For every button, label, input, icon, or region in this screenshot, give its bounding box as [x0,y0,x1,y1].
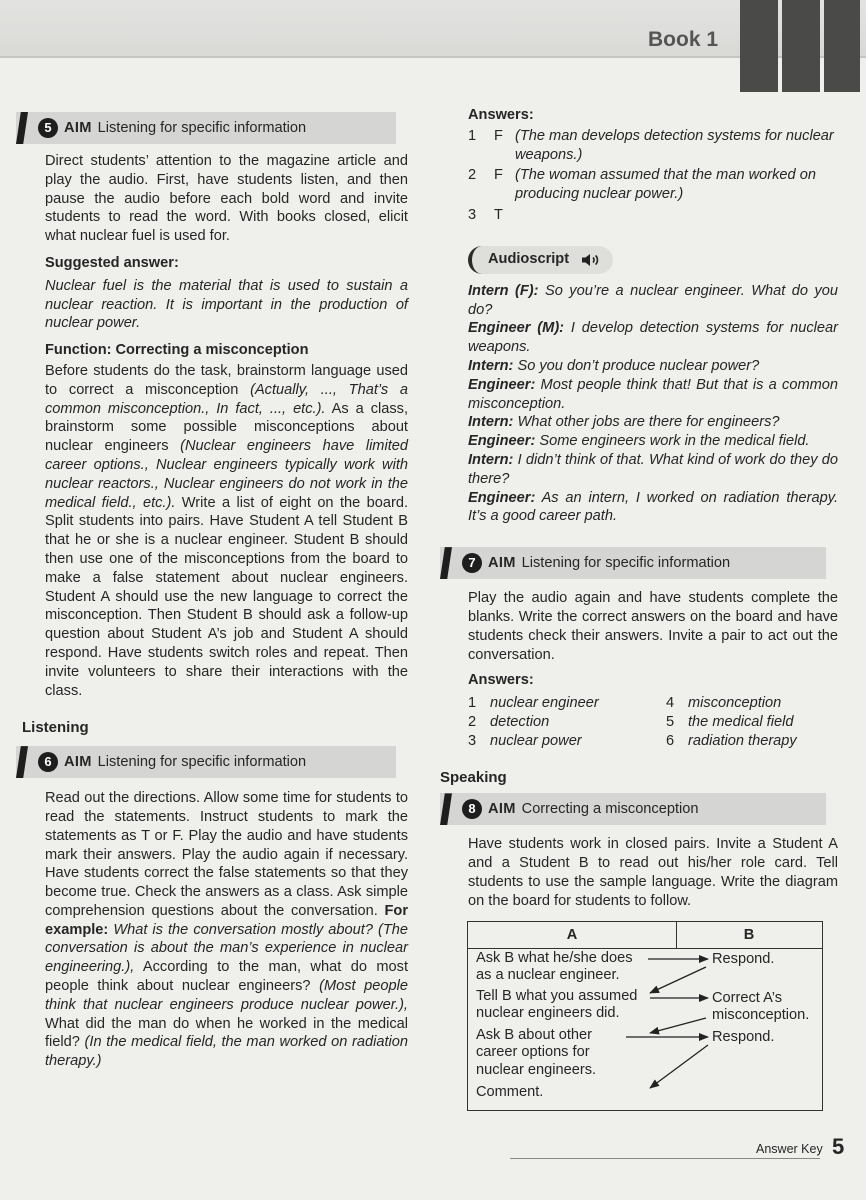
utterance: What other jobs are there for engineers? [513,414,780,431]
sec6-text-2: According to the man, what do most people think about nuclear engineers? [45,959,408,995]
answer-item [468,694,666,713]
left-column [22,112,408,1071]
diagram-a1: Ask B what he/she does as a nuclear engineer. [476,949,633,983]
answers6-label: Answers: [468,107,534,123]
sec5-body: Direct students’ attention to the magazine article and play the audio. First, have students listen, and then pause the audio before each bold word and invite students to read the word. With books closed, elicit what nuclear fuel is used for. [45,153,408,245]
diagram-a4: Comment. [476,1083,544,1100]
answer-item [468,127,838,165]
audioscript-header [440,246,838,274]
aim-label: AIM [488,554,516,571]
arrow-b2-a3 [650,1018,706,1033]
diagram-a3: Ask B about other career options for nuclear engineers. [476,1026,597,1078]
arrow-b1-a2 [650,967,706,993]
sec8-body: Have students work in closed pairs. Invite a Student A and a Student B to read out his/her role card. Tell students to use the sample language. Write the diagram on the board for students to follow. [468,836,838,909]
utterance: I didn’t think of that. What kind of work do they do there? [468,451,838,487]
answer-number: 3 [468,732,477,749]
answer-text: nuclear engineer [490,695,599,712]
answer-item [666,732,856,751]
answers6-list [440,127,838,225]
aim-notch [16,112,28,144]
sec6-body [22,789,408,1071]
speaker: Engineer (M): [468,320,565,337]
aim-notch [440,793,452,825]
audioscript-label: Audioscript [488,251,570,268]
answers7-label: Answers: [468,672,534,689]
speaking-heading: Speaking [440,768,507,786]
answer-number: 2 [468,713,477,730]
audioscript-body [440,282,838,526]
aim-title: Listening for specific information [521,554,731,571]
answer-text: (The man develops detection systems for nuclear weapons.) [515,127,834,163]
answer-text: detection [490,713,550,730]
speaker: Engineer: [468,376,536,393]
speaker: Intern: [468,451,514,468]
script-line [468,413,838,432]
speaker: Intern: [468,357,514,374]
aim-title: Correcting a misconception [521,800,699,817]
utterance: Most people think that! But that is a common misconception. [468,376,838,412]
function-text-2: As a class, brainstorm some possible misconceptions about nuclear engineers [45,400,409,455]
sec6-answer-3: (In the medical field, the man worked on radiation therapy.) [45,1034,408,1070]
answer-number: 1 [468,127,477,144]
section-number: 7 [462,553,482,573]
answers7-grid [440,694,838,750]
answer-item [468,166,838,204]
speaker-icon[interactable] [581,253,601,267]
diagram-a2: Tell B what you assumed nuclear engineers did. [476,987,638,1021]
footer-rule [510,1158,820,1159]
answer-text: misconception [688,695,782,712]
function-text-3: Write a list of eight on the board. Split students into pairs. Have Student A tell Student B that he or she is a nuclear engineer. Student B should then use one of the misconceptions from the board to make a false statement about nuclear engineers. Student A should use the new language to correct the misconception. Then Student B should ask a follow-up question about Student A’s job and Student A should respond. Have students switch roles and repeat. Then invite volunteers to share their interactions with the class. [45,494,409,699]
speaker: Intern: [468,414,514,431]
right-column [440,106,838,1111]
utterance: So you don’t produce nuclear power? [513,357,760,374]
diagram-arrows [468,922,824,1112]
answer-text: (The woman assumed that the man worked on producing nuclear power.) [515,167,816,203]
section-number: 6 [38,752,58,772]
sec6-text-3: What did the man do when he worked in the medical field? [45,1015,408,1051]
answer-item [468,713,666,732]
aim-title: Listening for specific information [97,753,307,770]
answer-item [666,694,856,713]
sec6-text-1: Read out the directions. Allow some time for students to read the statements. Instruct students to mark the statements as T or F. Play the audio and have students mark their answers. Play the audio again if necessary. Have students correct the false statements so that they become true. Check the answers as a class. Ask simple comprehension questions about the conversation. [45,790,408,919]
answer-number: 2 [468,167,477,184]
diagram-b2: Correct A’s misconception. [712,989,810,1023]
diagram-b1: Respond. [712,950,775,967]
aim-bar-7 [440,547,826,579]
answer-number: 4 [666,695,675,712]
script-line [468,432,838,451]
footer-label: Answer Key [756,1142,823,1156]
speaker: Engineer: [468,489,536,506]
answer-item [666,713,856,732]
speaker: Engineer: [468,433,536,450]
answer-text: radiation therapy [688,732,797,749]
script-line [468,282,838,320]
diagram-col-b: B [743,926,755,943]
answer-number: 1 [468,695,477,712]
answer-letter: T [494,206,503,223]
answer-text: the medical field [688,713,794,730]
aim-bar-8 [440,793,826,825]
diagram-col-a: A [566,926,578,943]
aim-label: AIM [64,753,92,770]
script-line [468,319,838,357]
script-line [468,376,838,414]
sec6-question-1: What is the conversation mostly about? (The conversation is about the man’s experience in nuclear engineering.), [45,921,408,976]
answer-text: nuclear power [490,732,582,749]
header-band [0,0,866,58]
utterance: So you’re a nuclear engineer. What do you do? [468,282,839,318]
function-text-1: Before students do the task, brainstorm language used to correct a misconception [45,362,408,398]
section-number: 5 [38,118,58,138]
aim-title: Listening for specific information [97,119,307,136]
aim-notch [440,547,452,579]
function-body [22,362,408,700]
answer-letter: F [494,127,503,144]
suggested-answer-label: Suggested answer: [45,254,179,271]
utterance: Some engineers work in the medical field. [535,433,810,450]
sec6-example-label: For example: [45,902,408,938]
sec7-body: Play the audio again and have students complete the blanks. Write the correct answers on the board and have students check their answers. Invite a pair to act out the conversation. [468,590,838,663]
header-tab-3 [824,0,860,92]
header-tab-2 [782,0,820,92]
answer-item [468,206,838,225]
answer-letter: F [494,167,503,184]
aim-notch [16,746,28,778]
answer-number: 6 [666,732,675,749]
script-line [468,357,838,376]
audioscript-pill[interactable] [468,246,613,274]
aim-bar-6 [16,746,396,778]
script-line [468,489,838,527]
role-diagram [467,921,823,1111]
function-examples-2: (Nuclear engineers have limited career options., Nuclear engineers typically work with nuclear reactors., Nuclear engineers do not work in the medical field., etc.). [45,438,408,511]
answer-number: 3 [468,206,477,223]
header-tab-1 [740,0,778,92]
section-number: 8 [462,799,482,819]
book-label: Book 1 [648,28,719,51]
arrow-b3-a4 [650,1045,708,1088]
listening-heading: Listening [22,719,89,737]
answer-number: 5 [666,713,675,730]
script-line [468,451,838,489]
aim-label: AIM [488,800,516,817]
suggested-answer: Nuclear fuel is the material that is used to sustain a nuclear reaction. It is important in the production of nuclear power. [45,277,408,332]
page-number: 5 [832,1134,845,1159]
answer-item [468,732,666,751]
sec6-answer-2: (Most people think that nuclear engineers produce nuclear power.), [45,978,408,1013]
diagram-b3: Respond. [712,1028,775,1045]
speaker: Intern (F): [468,282,539,299]
function-examples-1: (Actually, ..., That’s a common misconception., In fact, ..., etc.). [45,381,408,417]
utterance: As an intern, I worked on radiation therapy. It’s a good career path. [468,489,838,525]
function-label: Function: Correcting a misconception [45,342,309,359]
aim-label: AIM [64,119,92,136]
utterance: I develop detection systems for nuclear weapons. [468,320,838,356]
diagram-wrapper [440,921,838,1111]
aim-bar-5 [16,112,396,144]
